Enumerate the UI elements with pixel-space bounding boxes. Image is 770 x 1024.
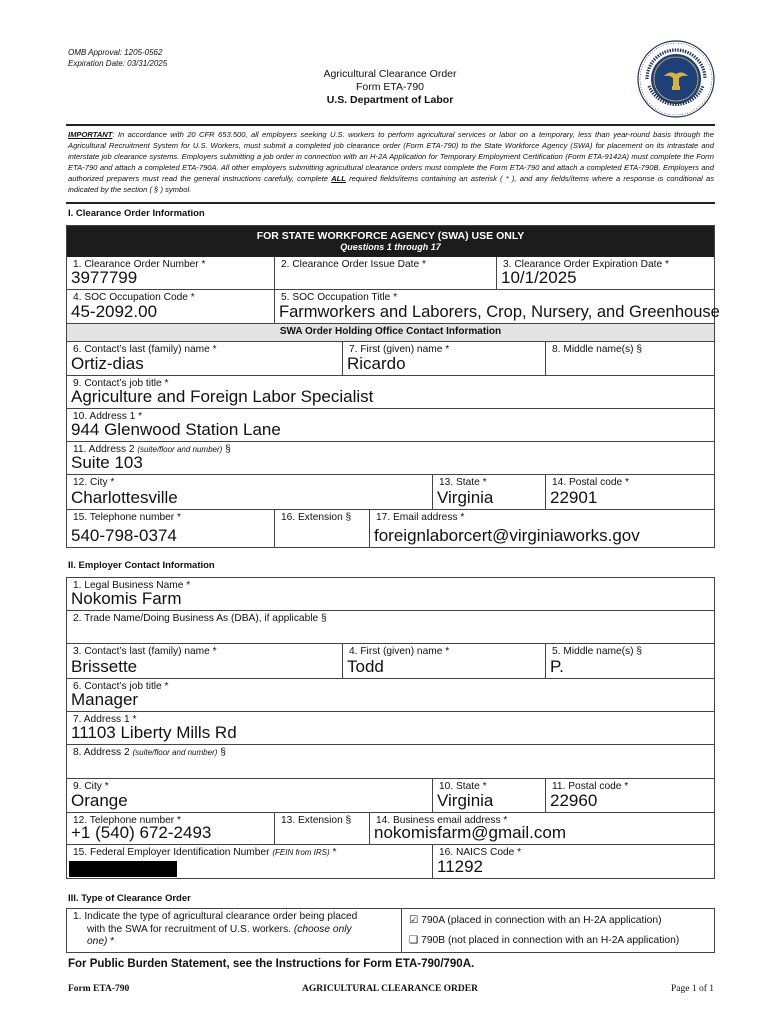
soc-title-field[interactable] — [275, 290, 720, 324]
field-label: 12. City * — [73, 477, 115, 488]
title-line-2: Form ETA-790 — [355, 81, 425, 93]
footer-title: AGRICULTURAL CLEARANCE ORDER — [302, 984, 478, 994]
field-label: 3. Clearance Order Expiration Date * — [503, 259, 669, 270]
omb-info — [68, 47, 167, 69]
field-value: Orange — [71, 791, 128, 810]
field-value: Suite 103 — [71, 453, 143, 472]
field-value: Agriculture and Foreign Labor Specialist — [71, 387, 374, 406]
field-label: 13. State * — [439, 477, 487, 488]
field-label: 15. Telephone number * — [73, 512, 181, 523]
field-value: Farmworkers and Laborers, Crop, Nursery, and Greenhouse — [279, 303, 720, 321]
footer-page-number: Page 1 of 1 — [670, 984, 714, 994]
employer-contact-job-title-field[interactable] — [67, 679, 714, 712]
label-note: (suite/floor and number) — [137, 445, 223, 454]
swa-telephone-field[interactable] — [67, 510, 275, 547]
field-value: 540-798-0374 — [71, 526, 177, 545]
option-790a-label: 790A (placed in connection with an H-2A application) — [418, 915, 662, 926]
field-label: 2. Trade Name/Doing Business As (DBA), if applicable § — [73, 613, 327, 624]
label-text: 8. Address 2 — [73, 747, 133, 758]
employer-postal-code-field[interactable] — [546, 779, 714, 813]
expiration-date: Expiration Date: 03/31/2025 — [68, 59, 168, 68]
option-790b[interactable] — [409, 934, 679, 946]
field-label: 6. Contact’s job title * — [73, 681, 169, 692]
employer-contact-first-name-field[interactable] — [343, 644, 546, 679]
field-label: 13. Extension § — [281, 815, 352, 826]
field-value: Nokomis Farm — [71, 589, 182, 608]
swa-subtitle: Questions 1 through 17 — [340, 242, 441, 252]
field-value: P. — [550, 657, 564, 676]
section-3-heading: III. Type of Clearance Order — [68, 893, 191, 904]
important-text-end: required fields/items containing an asterisk ( * ), and any fields/items where a response is conditional as indicated by the section ( § ) symbol. — [68, 173, 714, 194]
footer-form-id: Form ETA-790 — [68, 984, 130, 994]
field-label: 6. Contact’s last (family) name * — [73, 344, 217, 355]
field-label: 1. Clearance Order Number * — [73, 259, 206, 270]
important-lead: IMPORTANT — [68, 130, 113, 139]
swa-contact-last-name-field[interactable] — [67, 342, 343, 376]
field-value: 10/1/2025 — [501, 268, 577, 287]
field-label: 2. Clearance Order Issue Date * — [281, 259, 426, 270]
field-label: 12. Telephone number * — [73, 815, 181, 826]
clearance-order-issue-date-field[interactable] — [275, 257, 497, 290]
employer-city-field[interactable] — [67, 779, 433, 813]
question-line-3-text: one) — [87, 936, 108, 947]
swa-city-field[interactable] — [67, 475, 433, 510]
question-note: (choose only — [293, 923, 352, 935]
swa-title: FOR STATE WORKFORCE AGENCY (SWA) USE ONLY — [256, 230, 525, 242]
field-label: 5. SOC Occupation Title * — [281, 292, 398, 303]
question-line-2-text: with the SWA for recruitment of U.S. workers. — [87, 923, 294, 935]
swa-address-1-field[interactable] — [67, 409, 714, 442]
swa-office-heading: SWA Order Holding Office Contact Information — [67, 324, 714, 342]
field-label: 1. Legal Business Name * — [73, 580, 191, 591]
section-1-heading: I. Clearance Order Information — [68, 208, 205, 219]
important-notice — [68, 130, 714, 195]
employer-contact-last-name-field[interactable] — [67, 644, 343, 679]
trade-name-field[interactable] — [67, 611, 714, 644]
swa-state-field[interactable] — [433, 475, 546, 510]
employer-address-2-field[interactable] — [67, 745, 714, 779]
label-symbol: § — [217, 747, 226, 758]
header-rule — [66, 124, 715, 126]
fein-field[interactable] — [67, 845, 433, 878]
clearance-order-number-field[interactable] — [67, 257, 275, 290]
swa-address-2-field[interactable] — [67, 442, 714, 475]
field-label: 10. Address 1 * — [73, 411, 143, 422]
swa-banner — [67, 226, 714, 257]
swa-contact-job-title-field[interactable] — [67, 376, 714, 409]
field-label: 4. SOC Occupation Code * — [73, 292, 195, 303]
business-email-field[interactable] — [370, 813, 714, 845]
label-symbol: * — [329, 847, 337, 858]
public-burden-statement: For Public Burden Statement, see the Instructions for Form ETA-790/790A. — [68, 958, 475, 970]
field-label: 17. Email address * — [376, 512, 465, 523]
unchecked-box-icon[interactable]: ❑ — [409, 935, 419, 946]
question-line-1: 1. Indicate the type of agricultural clearance order being placed — [73, 911, 358, 922]
employer-address-1-field[interactable] — [67, 712, 714, 745]
field-label: 9. Contact’s job title * — [73, 378, 169, 389]
field-value: Virginia — [437, 791, 494, 810]
legal-business-name-field[interactable] — [67, 578, 714, 611]
field-value: foreignlaborcert@virginiaworks.gov — [374, 526, 640, 545]
soc-code-field[interactable] — [67, 290, 275, 324]
field-label: 7. First (given) name * — [349, 344, 450, 355]
option-790b-label: 790B (not placed in connection with an H-2A application) — [418, 935, 680, 946]
omb-approval: OMB Approval: 1205-0562 — [68, 48, 163, 57]
question-line-2 — [73, 924, 357, 937]
swa-postal-code-field[interactable] — [546, 475, 714, 510]
field-value: +1 (540) 672-2493 — [71, 823, 212, 842]
field-value: Virginia — [437, 488, 494, 507]
naics-code-field[interactable] — [433, 845, 714, 878]
department-name: U.S. Department of Labor — [326, 94, 454, 106]
field-value: 11292 — [437, 857, 484, 876]
field-label: 11. Postal code * — [552, 781, 629, 792]
field-label — [73, 847, 336, 858]
employer-contact-box — [66, 577, 715, 879]
field-value: Ortiz-dias — [71, 354, 144, 373]
field-value: Ricardo — [347, 354, 406, 373]
field-value: Brissette — [71, 657, 138, 676]
dol-seal-icon — [637, 40, 715, 118]
important-all: ALL — [331, 173, 346, 183]
field-value: 3977799 — [71, 268, 138, 287]
question-text — [73, 911, 357, 949]
field-value: Todd — [347, 657, 384, 676]
employer-state-field[interactable] — [433, 779, 546, 813]
field-value: 45-2092.00 — [71, 302, 158, 321]
clearance-order-expiration-date-field[interactable] — [497, 257, 714, 290]
field-value: Charlottesville — [71, 488, 178, 507]
label-text: 11. Address 2 — [73, 444, 138, 455]
employer-contact-middle-name-field[interactable] — [546, 644, 714, 679]
field-label: 4. First (given) name * — [349, 646, 450, 657]
employer-telephone-field[interactable] — [67, 813, 275, 845]
label-symbol: § — [222, 444, 231, 455]
label-note: (suite/floor and number) — [132, 748, 218, 757]
swa-contact-middle-name-field[interactable] — [546, 342, 714, 376]
fein-redaction — [69, 861, 177, 877]
option-790a[interactable] — [409, 914, 662, 926]
important-text: : In accordance with 20 CFR 653.500, all employers seeking U.S. workers to perform agricultural services or labor on a temporary, less than year-round basis through the Agricultural Recruitment System for U.S. Workers, must submit a completed job clearance order (Form ETA-790) to the State Workforce Agency (SWA) for placement on its intrastate and interstate job clearance systems. Employers submitting a job order in connection with an H-2A Application for Temporary Employment Certification (Form ETA-9142A) must complete the Form ETA-790 and attach a completed ETA-790A. All other employers submitting agricultural clearance orders must complete the Form ETA-790 and attach a completed ETA-790B. Employers and authorized preparers must read the general instructions carefully, complete — [68, 130, 714, 183]
field-label: 10. State * — [439, 781, 487, 792]
swa-contact-first-name-field[interactable] — [343, 342, 546, 376]
field-value: nokomisfarm@gmail.com — [374, 823, 567, 842]
field-label: 14. Business email address * — [376, 815, 508, 826]
field-label: 8. Middle name(s) § — [552, 344, 643, 355]
clearance-type-box — [66, 908, 715, 953]
clearance-order-box — [66, 225, 720, 548]
question-symbol: * — [107, 936, 115, 947]
field-label: 3. Contact’s last (family) name * — [73, 646, 217, 657]
employer-extension-field[interactable] — [275, 813, 370, 845]
field-value: 22960 — [550, 791, 598, 810]
swa-extension-field[interactable] — [275, 510, 370, 547]
title-line-1: Agricultural Clearance Order — [323, 68, 457, 80]
section-2-heading: II. Employer Contact Information — [68, 560, 215, 571]
field-label: 16. Extension § — [281, 512, 352, 523]
label-text: 15. Federal Employer Identification Number — [73, 847, 273, 858]
field-label: 9. City * — [73, 781, 109, 792]
field-label: 7. Address 1 * — [73, 714, 137, 725]
field-label: 5. Middle name(s) § — [552, 646, 643, 657]
field-label: 14. Postal code * — [552, 477, 630, 488]
field-value: 11103 Liberty Mills Rd — [71, 723, 237, 742]
field-value: 22901 — [550, 488, 598, 507]
clearance-type-question — [67, 909, 402, 952]
swa-email-field[interactable] — [370, 510, 714, 547]
field-value: Manager — [71, 690, 139, 709]
question-line-3 — [73, 936, 357, 949]
field-value: 944 Glenwood Station Lane — [71, 420, 281, 439]
notice-rule — [66, 202, 715, 204]
field-label: 16. NAICS Code * — [439, 847, 522, 858]
field-label — [73, 747, 226, 758]
label-note: (FEIN from IRS) — [272, 848, 330, 857]
checked-box-icon[interactable]: ☑ — [409, 915, 419, 926]
